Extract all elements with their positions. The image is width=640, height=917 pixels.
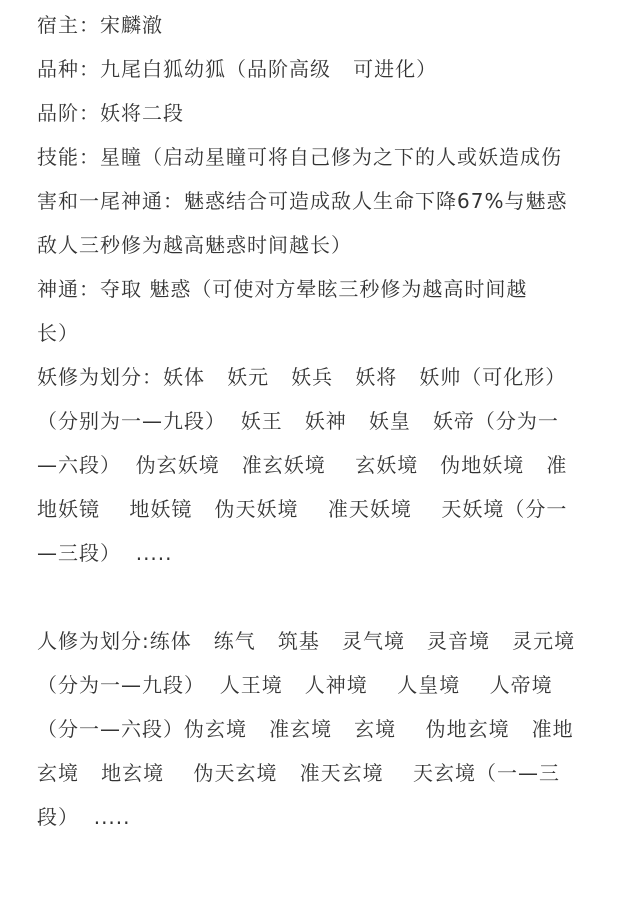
- human-cultivation-line-4: 玄境 地玄境 伪天玄境 准天玄境 天玄境（一—三: [37, 761, 561, 785]
- demon-cultivation-line-4: 地妖镜 地妖镜 伪天妖境 准天妖境 天妖境（分一: [37, 497, 568, 521]
- skill-line-1: 技能：星瞳（启动星瞳可将自己修为之下的人或妖造成伤: [37, 145, 562, 169]
- skill-line-3: 敌人三秒修为越高魅惑时间越长）: [37, 233, 352, 257]
- human-cultivation-line-2: （分为一—九段） 人王境 人神境 人皇境 人帝境: [37, 673, 553, 697]
- rank-line: 品阶：妖将二段: [37, 101, 184, 125]
- demon-cultivation-line-3: —六段） 伪玄妖境 准玄妖境 玄妖境 伪地妖境 准: [37, 453, 568, 477]
- human-cultivation-line-3: （分一—六段）伪玄境 准玄境 玄境 伪地玄境 准地: [37, 717, 574, 741]
- human-cultivation-line-5: 段） .....: [37, 805, 131, 829]
- species-line: 品种：九尾白狐幼狐（品阶高级 可进化）: [37, 57, 438, 81]
- host-line: 宿主：宋麟澈: [37, 13, 163, 37]
- demon-cultivation-line-5: —三段） .....: [37, 541, 173, 565]
- ability-line-2: 长）: [37, 321, 79, 345]
- skill-line-2: 害和一尾神通：魅惑结合可造成敌人生命下降67%与魅惑: [37, 189, 568, 213]
- demon-cultivation-line-2: （分别为一—九段） 妖王 妖神 妖皇 妖帝（分为一: [37, 409, 559, 433]
- demon-cultivation-line-1: 妖修为划分：妖体 妖元 妖兵 妖将 妖帅（可化形）: [37, 365, 567, 389]
- ability-line-1: 神通：夺取 魅惑（可使对方晕眩三秒修为越高时间越: [37, 277, 528, 301]
- human-cultivation-line-1: 人修为划分:练体 练气 筑基 灵气境 灵音境 灵元境: [37, 629, 576, 653]
